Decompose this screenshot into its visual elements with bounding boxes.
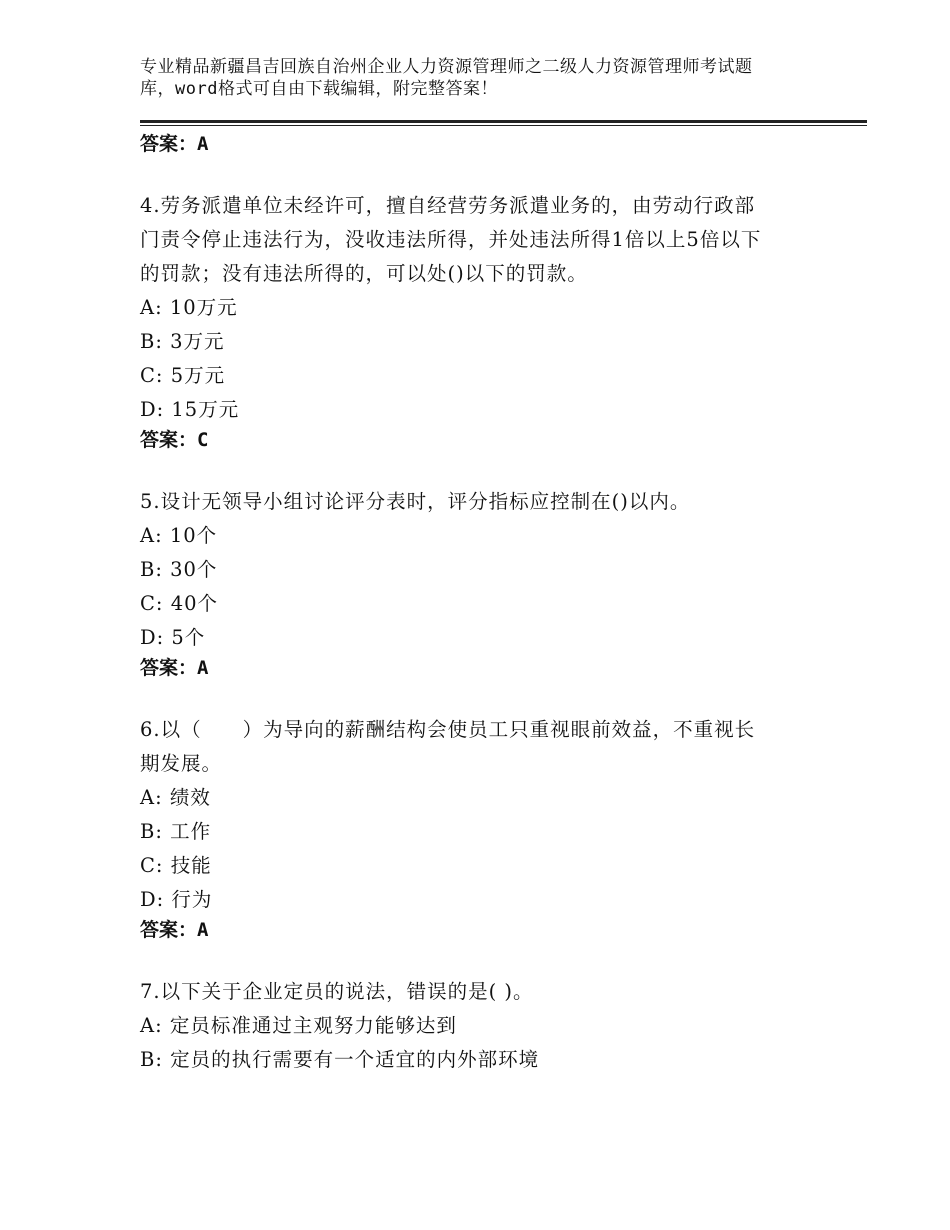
question-line: 6.以（ ）为导向的薪酬结构会使员工只重视眼前效益，不重视长 xyxy=(140,718,756,741)
option-a: A: 定员标准通过主观努力能够达到 xyxy=(140,1014,457,1037)
question-line: 5.设计无领导小组讨论评分表时，评分指标应控制在()以内。 xyxy=(140,490,691,513)
option-a: A: 10个 xyxy=(140,524,218,547)
answer-line: 答案：C xyxy=(140,429,209,451)
option-c: C: 技能 xyxy=(140,854,212,877)
header-rule-thin xyxy=(140,125,867,126)
option-d: D: 15万元 xyxy=(140,398,240,421)
answer-line: 答案：A xyxy=(140,919,209,941)
question-line: 7.以下关于企业定员的说法，错误的是( )。 xyxy=(140,980,534,1003)
header-line-2: 库，word格式可自由下载编辑，附完整答案！ xyxy=(140,79,498,99)
question-block xyxy=(140,713,830,943)
question-line: 的罚款；没有违法所得的，可以处()以下的罚款。 xyxy=(140,262,588,285)
question-block xyxy=(140,485,830,681)
option-d: D: 行为 xyxy=(140,888,213,911)
question-block xyxy=(140,189,830,453)
option-c: C: 40个 xyxy=(140,592,219,615)
header-rule-thick xyxy=(140,120,867,123)
option-a: A: 绩效 xyxy=(140,786,211,809)
option-c: C: 5万元 xyxy=(140,364,226,387)
option-b: B: 3万元 xyxy=(140,330,225,353)
question-line: 期发展。 xyxy=(140,752,223,775)
document-body xyxy=(140,131,830,1077)
question-line: 4.劳务派遣单位未经许可，擅自经营劳务派遣业务的，由劳动行政部 xyxy=(140,194,756,217)
option-b: B: 工作 xyxy=(140,820,212,843)
question-line: 门责令停止违法行为，没收违法所得，并处违法所得1倍以上5倍以下 xyxy=(140,228,762,251)
document-header xyxy=(140,56,820,100)
option-a: A: 10万元 xyxy=(140,296,238,319)
option-b: B: 30个 xyxy=(140,558,218,581)
question-block xyxy=(140,975,830,1077)
option-d: D: 5个 xyxy=(140,626,206,649)
answer-line: 答案：A xyxy=(140,657,209,679)
header-line-1: 专业精品新疆昌吉回族自治州企业人力资源管理师之二级人力资源管理师考试题 xyxy=(140,57,753,77)
answer-line: 答案：A xyxy=(140,133,209,155)
option-b: B: 定员的执行需要有一个适宜的内外部环境 xyxy=(140,1048,540,1071)
